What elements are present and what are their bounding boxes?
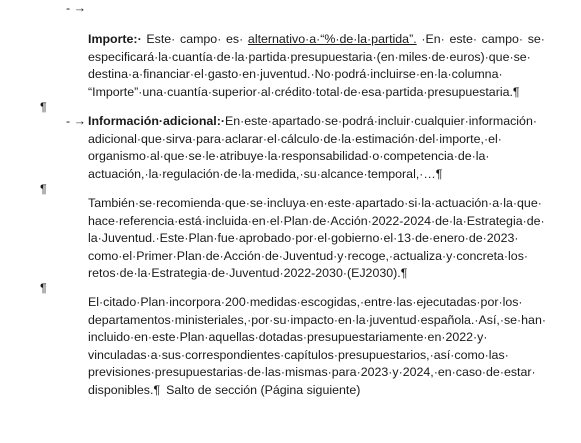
paragraph-tambien[interactable] — [88, 195, 545, 283]
paragraph-citado-plan[interactable] — [88, 294, 545, 399]
paragraph-importe[interactable] — [88, 31, 545, 101]
text-segment: previsiones·presupuestarias·de·las·mismas·para·2023·y·2024,·en·caso·de·estar· — [88, 365, 536, 379]
text-line — [88, 213, 545, 231]
text-segment: este· — [449, 32, 477, 46]
text-segment: “Importe”·una·cuantía·superior·al·crédito·total·de·esa·partida·presupuestaria.¶ — [88, 84, 520, 99]
empty-paragraph-mark: ¶ — [40, 281, 47, 295]
text-line — [88, 84, 545, 102]
text-line — [88, 113, 545, 131]
text-line — [88, 166, 545, 184]
underlined-reference: alternativo·a·“%·de·la·partida”. — [247, 32, 417, 46]
text-segment: adicional·que·sirva·para·aclarar·el·cálculo·de·la·estimación·del·importe,·el· — [88, 131, 502, 146]
text-segment: departamentos·ministeriales,·por·su·impacto·en·la·juventud·española.·Así,·se·han· — [88, 312, 546, 327]
text-line — [88, 49, 545, 67]
text-line — [88, 248, 545, 266]
text-segment: El·citado·Plan·incorpora·200·medidas·escogidas,·entre·las·ejecutadas·por·los· — [88, 295, 523, 309]
text-segment: se· — [527, 32, 545, 46]
paragraph-informacion-adicional[interactable] — [88, 113, 545, 183]
text-segment: Este· — [146, 32, 176, 46]
text-segment: como·el·Primer·Plan·de·Acción·de·Juventud·y·recoge,·actualiza·y·concreta·los· — [88, 248, 529, 263]
text-line — [88, 230, 545, 248]
empty-paragraph-mark: ¶ — [40, 182, 47, 196]
text-segment: organismo·al·que·se·le·atribuye·la·responsabilidad·o·competencia·de·la· — [88, 149, 490, 163]
section-break-label: Salto de sección (Página siguiente) — [166, 382, 361, 397]
text-segment: la·Juventud.·Este·Plan·fue·aprobado·por·el·gobierno·el·13·de·enero·de·2023· — [88, 231, 519, 245]
text-line — [88, 31, 545, 49]
text-segment: especificará·la·cuantía·de·la·partida·presupuestaria·(en·miles·de·euros)·que·se· — [88, 49, 531, 64]
bullet-marker-importe: - → — [66, 1, 86, 15]
term-importe: Importe:· — [88, 32, 142, 46]
text-segment: campo· — [481, 32, 523, 46]
text-line — [88, 312, 545, 330]
text-segment: hace·referencia·está·incluida·en·el·Plan·de·Acción·2022-2024·de·la·Estrategia·de· — [88, 213, 545, 228]
text-segment: disponibles.¶ — [88, 382, 161, 397]
text-line — [88, 66, 545, 84]
empty-paragraph-mark: ¶ — [40, 100, 47, 114]
text-segment: actuación,·la·regulación·de·la·medida,·su·alcance·temporal,·…¶ — [88, 166, 443, 181]
text-line — [88, 382, 545, 400]
text-line — [88, 347, 545, 365]
text-line — [88, 195, 545, 213]
bullet-marker-informacion: - → — [66, 114, 86, 128]
text-segment: También·se·recomienda·que·se·incluya·en·este·apartado·si·la·actuación·a·la·que· — [88, 196, 542, 210]
text-line — [88, 265, 545, 283]
text-segment: campo· — [180, 32, 222, 46]
text-segment: ·En· — [421, 32, 445, 46]
text-line — [88, 294, 545, 312]
text-segment: retos·de·la·Estrategia·de·Juventud·2022-2030·(EJ2030).¶ — [88, 266, 408, 280]
text-line — [88, 131, 545, 149]
text-segment: incluido·en·este·Plan·aquellas·dotadas·presupuestariamente·en·2022·y· — [88, 330, 488, 344]
text-segment: vinculadas·a·sus·correspondientes·capítulos·presupuestarios,·así·como·las· — [88, 347, 509, 362]
term-informacion-adicional: Información·adicional:· — [88, 114, 225, 128]
text-line — [88, 364, 545, 382]
text-segment: es· — [226, 32, 244, 46]
text-line — [88, 329, 545, 347]
text-segment: destina·a·financiar·el·gasto·en·juventud.·No·podrá·incluirse·en·la·columna· — [88, 67, 503, 81]
section-break-marker[interactable] — [160, 382, 545, 400]
text-segment: En·este·apartado·se·podrá·incluir·cualquier·información· — [225, 114, 537, 128]
text-line — [88, 148, 545, 166]
